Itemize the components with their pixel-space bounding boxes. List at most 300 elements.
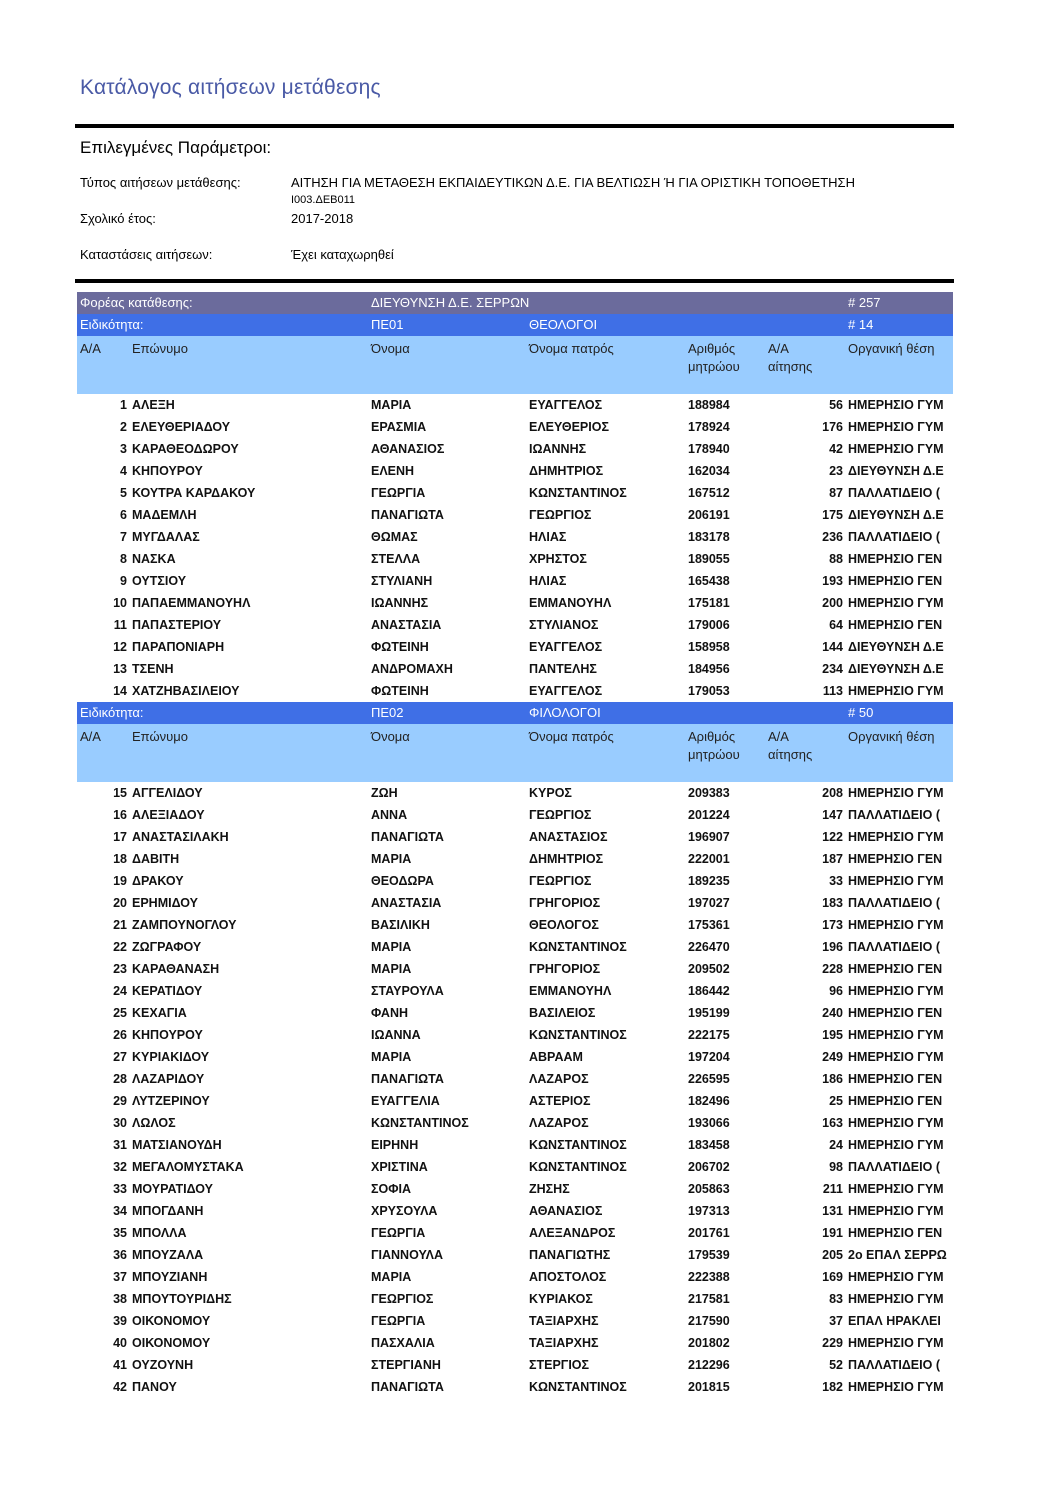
row-aa: 31	[113, 1138, 127, 1152]
row-org: ΗΜΕΡΗΣΙΟ ΓΕΝ	[848, 618, 943, 632]
specialty-bar	[77, 702, 953, 724]
row-father: ΚΥΡΟΣ	[529, 786, 572, 800]
row-father: ΤΑΞΙΑΡΧΗΣ	[529, 1336, 599, 1350]
row-ait: 211	[822, 1182, 843, 1196]
row-aa: 12	[113, 640, 127, 654]
row-name: ΠΑΣΧΑΛΙΑ	[371, 1336, 435, 1350]
row-name: ΚΩΝΣΤΑΝΤΙΝΟΣ	[371, 1116, 469, 1130]
row-am: 217590	[688, 1314, 730, 1328]
row-ait: 113	[822, 684, 843, 698]
row-aa: 11	[113, 618, 127, 632]
col-father: Όνομα πατρός	[529, 729, 614, 744]
row-name: ΕΡΑΣΜΙΑ	[371, 420, 427, 434]
row-name: ΓΕΩΡΓΙΑ	[371, 1314, 426, 1328]
row-am: 178940	[688, 442, 730, 456]
row-surname: ΠΑΠΑΣΤΕΡΙΟΥ	[132, 618, 222, 632]
row-org: ΗΜΕΡΗΣΙΟ ΓΥΜ	[848, 1182, 944, 1196]
row-aa: 6	[120, 508, 127, 522]
row-surname: ΜΠΟΥΤΟΥΡΙΔΗΣ	[132, 1292, 232, 1306]
row-org: ΗΜΕΡΗΣΙΟ ΓΥΜ	[848, 1380, 944, 1394]
row-ait: 228	[822, 962, 843, 976]
table-row	[77, 570, 953, 592]
row-org: ΗΜΕΡΗΣΙΟ ΓΥΜ	[848, 1050, 944, 1064]
row-father: ΑΝΑΣΤΑΣΙΟΣ	[529, 830, 608, 844]
row-name: ΑΝΑΣΤΑΣΙΑ	[371, 896, 442, 910]
row-name: ΣΤΕΛΛΑ	[371, 552, 421, 566]
table-row	[77, 1200, 953, 1222]
row-name: ΓΕΩΡΓΙΟΣ	[371, 1292, 434, 1306]
row-surname: ΚΥΡΙΑΚΙΔΟΥ	[132, 1050, 210, 1064]
row-am: 179539	[688, 1248, 730, 1262]
row-name: ΣΤΑΥΡΟΥΛΑ	[371, 984, 444, 998]
table-row	[77, 1112, 953, 1134]
row-father: ΚΩΝΣΤΑΝΤΙΝΟΣ	[529, 1160, 627, 1174]
row-org: ΗΜΕΡΗΣΙΟ ΓΥΜ	[848, 684, 944, 698]
row-ait: 182	[822, 1380, 843, 1394]
row-ait: 25	[829, 1094, 843, 1108]
row-name: ΖΩΗ	[371, 786, 398, 800]
row-am: 188984	[688, 398, 730, 412]
table-row	[77, 936, 953, 958]
row-aa: 40	[113, 1336, 127, 1350]
row-surname: ΚΕΡΑΤΙΔΟΥ	[132, 984, 203, 998]
row-org: ΗΜΕΡΗΣΙΟ ΓΥΜ	[848, 1270, 944, 1284]
row-name: ΘΩΜΑΣ	[371, 530, 418, 544]
row-father: ΕΥΑΓΓΕΛΟΣ	[529, 640, 603, 654]
row-name: ΦΑΝΗ	[371, 1006, 409, 1020]
row-am: 197313	[688, 1204, 730, 1218]
row-aa: 18	[113, 852, 127, 866]
year-value: 2017-2018	[291, 211, 354, 226]
row-surname: ΚΗΠΟΥΡΟΥ	[132, 1028, 203, 1042]
row-name: ΑΝΔΡΟΜΑΧΗ	[371, 662, 453, 676]
row-name: ΧΡΙΣΤΙΝΑ	[371, 1160, 428, 1174]
col-surname: Επώνυμο	[132, 341, 188, 356]
column-header	[77, 724, 953, 782]
foreas-name: ΔΙΕΥΘΥΝΣΗ Δ.Ε. ΣΕΡΡΩΝ	[371, 295, 530, 310]
row-org: ΗΜΕΡΗΣΙΟ ΓΕΝ	[848, 962, 943, 976]
row-aa: 15	[113, 786, 127, 800]
table-row	[77, 1376, 953, 1398]
type-label: Τύπος αιτήσεων μετάθεσης:	[80, 175, 241, 190]
row-aa: 4	[120, 464, 127, 478]
row-surname: ΜΑΔΕΜΛΗ	[132, 508, 197, 522]
row-surname: ΚΑΡΑΘΑΝΑΣΗ	[132, 962, 220, 976]
row-surname: ΧΑΤΖΗΒΑΣΙΛΕΙΟΥ	[132, 684, 240, 698]
row-surname: ΜΑΤΣΙΑΝΟΥΔΗ	[132, 1138, 222, 1152]
table-row	[77, 504, 953, 526]
row-surname: ΕΛΕΥΘΕΡΙΑΔΟΥ	[132, 420, 231, 434]
table-row	[77, 1024, 953, 1046]
table-row	[77, 658, 953, 680]
row-ait: 186	[822, 1072, 843, 1086]
row-aa: 27	[113, 1050, 127, 1064]
row-name: ΙΩΑΝΝΑ	[371, 1028, 421, 1042]
row-name: ΦΩΤΕΙΝΗ	[371, 684, 429, 698]
row-org: ΗΜΕΡΗΣΙΟ ΓΥΜ	[848, 398, 944, 412]
row-father: ΕΥΑΓΓΕΛΟΣ	[529, 398, 603, 412]
row-aa: 3	[120, 442, 127, 456]
row-father: ΕΜΜΑΝΟΥΗΛ	[529, 984, 612, 998]
row-ait: 98	[829, 1160, 843, 1174]
row-am: 222388	[688, 1270, 730, 1284]
row-ait: 122	[822, 830, 843, 844]
row-am: 222001	[688, 852, 730, 866]
row-father: ΣΤΕΡΓΙΟΣ	[529, 1358, 590, 1372]
row-surname: ΚΑΡΑΘΕΟΔΩΡΟΥ	[132, 442, 239, 456]
row-aa: 20	[113, 896, 127, 910]
row-name: ΣΤΥΛΙΑΝΗ	[371, 574, 433, 588]
row-am: 209383	[688, 786, 730, 800]
row-am: 193066	[688, 1116, 730, 1130]
row-surname: ΜΟΥΡΑΤΙΔΟΥ	[132, 1182, 213, 1196]
row-ait: 169	[822, 1270, 843, 1284]
row-surname: ΔΡΑΚΟΥ	[132, 874, 184, 888]
table-row	[77, 416, 953, 438]
row-surname: ΛΩΛΟΣ	[132, 1116, 176, 1130]
table-row	[77, 1090, 953, 1112]
row-org: ΠΑΛΛΑΤΙΔΕΙΟ (	[848, 1160, 940, 1174]
row-aa: 41	[113, 1358, 127, 1372]
row-surname: ΟΙΚΟΝΟΜΟΥ	[132, 1314, 211, 1328]
table-row	[77, 1266, 953, 1288]
row-father: ΑΛΕΞΑΝΔΡΟΣ	[529, 1226, 616, 1240]
row-father: ΕΛΕΥΘΕΡΙΟΣ	[529, 420, 609, 434]
year-label: Σχολικό έτος:	[80, 211, 156, 226]
row-ait: 33	[829, 874, 843, 888]
row-surname: ΑΝΑΣΤΑΣΙΛΑΚΗ	[132, 830, 229, 844]
table-row	[77, 1310, 953, 1332]
col-name: Όνομα	[371, 729, 410, 744]
row-father: ΕΜΜΑΝΟΥΗΛ	[529, 596, 612, 610]
row-ait: 88	[829, 552, 843, 566]
row-org: ΗΜΕΡΗΣΙΟ ΓΥΜ	[848, 420, 944, 434]
row-am: 175181	[688, 596, 730, 610]
table-row	[77, 958, 953, 980]
status-value: Έχει καταχωρηθεί	[291, 247, 394, 262]
row-name: ΕΥΑΓΓΕΛΙΑ	[371, 1094, 440, 1108]
row-surname: ΔΑΒΙΤΗ	[132, 852, 180, 866]
table-row	[77, 482, 953, 504]
row-name: ΙΩΑΝΝΗΣ	[371, 596, 429, 610]
specialty-label: Ειδικότητα:	[80, 317, 144, 332]
row-surname: ΝΑΣΚΑ	[132, 552, 176, 566]
row-father: ΠΑΝΑΓΙΩΤΗΣ	[529, 1248, 611, 1262]
row-ait: 187	[822, 852, 843, 866]
row-aa: 10	[113, 596, 127, 610]
row-father: ΠΑΝΤΕΛΗΣ	[529, 662, 597, 676]
row-am: 167512	[688, 486, 730, 500]
row-father: ΓΕΩΡΓΙΟΣ	[529, 508, 592, 522]
specialty-desc: ΦΙΛΟΛΟΓΟΙ	[529, 705, 601, 720]
row-org: ΠΑΛΛΑΤΙΔΕΙΟ (	[848, 1358, 940, 1372]
row-name: ΠΑΝΑΓΙΩΤΑ	[371, 508, 444, 522]
row-am: 178924	[688, 420, 730, 434]
row-org: ΗΜΕΡΗΣΙΟ ΓΕΝ	[848, 1006, 943, 1020]
row-ait: 236	[822, 530, 843, 544]
row-surname: ΟΥΖΟΥΝΗ	[132, 1358, 194, 1372]
table-row	[77, 892, 953, 914]
specialty-count: # 50	[848, 705, 874, 720]
row-surname: ΠΑΠΑΕΜΜΑΝΟΥΗΛ	[132, 596, 251, 610]
row-ait: 96	[829, 984, 843, 998]
row-aa: 1	[120, 398, 127, 412]
table-row	[77, 782, 953, 804]
status-label: Καταστάσεις αιτήσεων:	[80, 247, 213, 262]
foreas-label: Φορέας κατάθεσης:	[80, 295, 193, 310]
row-org: ΗΜΕΡΗΣΙΟ ΓΥΜ	[848, 786, 944, 800]
row-ait: 131	[822, 1204, 843, 1218]
table-row	[77, 636, 953, 658]
row-ait: 183	[822, 896, 843, 910]
row-aa: 21	[113, 918, 127, 932]
row-ait: 52	[829, 1358, 843, 1372]
table-row	[77, 804, 953, 826]
row-name: ΜΑΡΙΑ	[371, 852, 412, 866]
row-org: ΔΙΕΥΘΥΝΣΗ Δ.Ε	[848, 662, 944, 676]
row-org: ΗΜΕΡΗΣΙΟ ΓΕΝ	[848, 1072, 943, 1086]
row-father: ΙΩΑΝΝΗΣ	[529, 442, 587, 456]
row-org: ΗΜΕΡΗΣΙΟ ΓΥΜ	[848, 918, 944, 932]
row-am: 183458	[688, 1138, 730, 1152]
row-am: 226595	[688, 1072, 730, 1086]
row-aa: 13	[113, 662, 127, 676]
row-name: ΒΑΣΙΛΙΚΗ	[371, 918, 430, 932]
row-org: ΗΜΕΡΗΣΙΟ ΓΥΜ	[848, 1028, 944, 1042]
table-row	[77, 1288, 953, 1310]
row-surname: ΟΙΚΟΝΟΜΟΥ	[132, 1336, 211, 1350]
row-ait: 144	[822, 640, 843, 654]
row-aa: 5	[120, 486, 127, 500]
row-father: ΓΡΗΓΟΡΙΟΣ	[529, 962, 601, 976]
row-father: ΚΩΝΣΤΑΝΤΙΝΟΣ	[529, 1138, 627, 1152]
row-name: ΕΙΡΗΝΗ	[371, 1138, 419, 1152]
specialty-count: # 14	[848, 317, 874, 332]
specialty-desc: ΘΕΟΛΟΓΟΙ	[529, 317, 598, 332]
row-org: ΔΙΕΥΘΥΝΣΗ Δ.Ε	[848, 508, 944, 522]
row-am: 201224	[688, 808, 730, 822]
specialty-code: ΠΕ02	[371, 705, 404, 720]
row-name: ΦΩΤΕΙΝΗ	[371, 640, 429, 654]
col-ait: Α/Α αίτησης	[768, 729, 813, 762]
row-ait: 173	[822, 918, 843, 932]
row-org: ΗΜΕΡΗΣΙΟ ΓΥΜ	[848, 984, 944, 998]
table-row	[77, 680, 953, 702]
row-father: ΑΣΤΕΡΙΟΣ	[529, 1094, 591, 1108]
row-am: 212296	[688, 1358, 730, 1372]
row-ait: 208	[822, 786, 843, 800]
row-name: ΣΟΦΙΑ	[371, 1182, 411, 1196]
row-ait: 23	[829, 464, 843, 478]
row-surname: ΜΠΟΛΛΑ	[132, 1226, 187, 1240]
row-ait: 193	[822, 574, 843, 588]
row-name: ΜΑΡΙΑ	[371, 1270, 412, 1284]
row-name: ΧΡΥΣΟΥΛΑ	[371, 1204, 438, 1218]
row-father: ΗΛΙΑΣ	[529, 530, 567, 544]
row-father: ΕΥΑΓΓΕΛΟΣ	[529, 684, 603, 698]
row-name: ΠΑΝΑΓΙΩΤΑ	[371, 1072, 444, 1086]
row-father: ΤΑΞΙΑΡΧΗΣ	[529, 1314, 599, 1328]
row-ait: 37	[829, 1314, 843, 1328]
row-ait: 24	[829, 1138, 843, 1152]
row-org: ΗΜΕΡΗΣΙΟ ΓΥΜ	[848, 830, 944, 844]
row-org: ΕΠΑΛ ΗΡΑΚΛΕΙ	[848, 1314, 941, 1328]
row-am: 189055	[688, 552, 730, 566]
row-am: 186442	[688, 984, 730, 998]
row-surname: ΜΠΟΥΖΑΛΑ	[132, 1248, 204, 1262]
row-am: 201761	[688, 1226, 730, 1240]
table-row	[77, 870, 953, 892]
row-org: ΠΑΛΛΑΤΙΔΕΙΟ (	[848, 808, 940, 822]
row-ait: 176	[822, 420, 843, 434]
row-aa: 38	[113, 1292, 127, 1306]
row-surname: ΜΠΟΥΖΙΑΝΗ	[132, 1270, 208, 1284]
col-am: Αριθμός μητρώου	[688, 729, 740, 762]
table-row	[77, 914, 953, 936]
col-name: Όνομα	[371, 341, 410, 356]
row-org: ΗΜΕΡΗΣΙΟ ΓΥΜ	[848, 1336, 944, 1350]
row-aa: 9	[120, 574, 127, 588]
row-surname: ΜΕΓΑΛΟΜΥΣΤΑΚΑ	[132, 1160, 244, 1174]
row-aa: 42	[113, 1380, 127, 1394]
col-org: Οργανική θέση	[848, 341, 935, 356]
specialty-bar	[77, 314, 953, 336]
row-name: ΠΑΝΑΓΙΩΤΑ	[371, 830, 444, 844]
row-father: ΚΩΝΣΤΑΝΤΙΝΟΣ	[529, 1380, 627, 1394]
row-am: 184956	[688, 662, 730, 676]
row-ait: 147	[822, 808, 843, 822]
header-rule	[75, 124, 954, 128]
row-father: ΑΒΡΑΑΜ	[529, 1050, 583, 1064]
table-row	[77, 592, 953, 614]
row-father: ΘΕΟΛΟΓΟΣ	[529, 918, 599, 932]
row-am: 179006	[688, 618, 730, 632]
row-surname: ΜΥΓΔΑΛΑΣ	[132, 530, 200, 544]
col-ait: Α/Α αίτησης	[768, 341, 813, 374]
row-ait: 191	[822, 1226, 843, 1240]
row-father: ΚΩΝΣΤΑΝΤΙΝΟΣ	[529, 486, 627, 500]
specialty-label: Ειδικότητα:	[80, 705, 144, 720]
row-ait: 42	[829, 442, 843, 456]
row-ait: 83	[829, 1292, 843, 1306]
row-name: ΜΑΡΙΑ	[371, 962, 412, 976]
row-father: ΖΗΣΗΣ	[529, 1182, 570, 1196]
row-surname: ΠΑΡΑΠΟΝΙΑΡΗ	[132, 640, 225, 654]
row-am: 165438	[688, 574, 730, 588]
row-name: ΕΛΕΝΗ	[371, 464, 415, 478]
section-table	[77, 394, 953, 702]
row-aa: 19	[113, 874, 127, 888]
row-am: 217581	[688, 1292, 730, 1306]
section-table	[77, 782, 953, 1398]
table-row	[77, 1068, 953, 1090]
row-org: ΠΑΛΛΑΤΙΔΕΙΟ (	[848, 896, 940, 910]
row-am: 195199	[688, 1006, 730, 1020]
params-rule	[75, 279, 954, 283]
table-row	[77, 394, 953, 416]
col-aa: Α/Α	[80, 341, 101, 356]
table-row	[77, 1156, 953, 1178]
specialty-code: ΠΕ01	[371, 317, 404, 332]
row-father: ΧΡΗΣΤΟΣ	[529, 552, 587, 566]
table-row	[77, 1002, 953, 1024]
row-ait: 64	[829, 618, 843, 632]
row-father: ΓΕΩΡΓΙΟΣ	[529, 874, 592, 888]
table-row	[77, 1134, 953, 1156]
row-aa: 33	[113, 1182, 127, 1196]
row-ait: 229	[822, 1336, 843, 1350]
row-father: ΚΥΡΙΑΚΟΣ	[529, 1292, 593, 1306]
row-am: 189235	[688, 874, 730, 888]
row-surname: ΚΟΥΤΡΑ ΚΑΡΔΑΚΟΥ	[132, 486, 256, 500]
row-ait: 87	[829, 486, 843, 500]
table-row	[77, 614, 953, 636]
row-surname: ΑΛΕΞΙΑΔΟΥ	[132, 808, 205, 822]
row-org: ΗΜΕΡΗΣΙΟ ΓΕΝ	[848, 1094, 943, 1108]
row-aa: 34	[113, 1204, 127, 1218]
table-row	[77, 1354, 953, 1376]
row-name: ΜΑΡΙΑ	[371, 1050, 412, 1064]
row-aa: 36	[113, 1248, 127, 1262]
row-aa: 25	[113, 1006, 127, 1020]
row-org: 2ο ΕΠΑΛ ΣΕΡΡΩ	[848, 1248, 947, 1262]
row-name: ΓΕΩΡΓΙΑ	[371, 1226, 426, 1240]
row-org: ΗΜΕΡΗΣΙΟ ΓΕΝ	[848, 1226, 943, 1240]
row-org: ΗΜΕΡΗΣΙΟ ΓΥΜ	[848, 1116, 944, 1130]
row-father: ΒΑΣΙΛΕΙΟΣ	[529, 1006, 596, 1020]
row-surname: ΟΥΤΣΙΟΥ	[132, 574, 187, 588]
row-ait: 200	[822, 596, 843, 610]
row-father: ΣΤΥΛΙΑΝΟΣ	[529, 618, 599, 632]
row-name: ΜΑΡΙΑ	[371, 940, 412, 954]
row-ait: 175	[822, 508, 843, 522]
row-aa: 35	[113, 1226, 127, 1240]
table-row	[77, 980, 953, 1002]
row-name: ΑΝΝΑ	[371, 808, 408, 822]
row-surname: ΚΕΧΑΓΙΑ	[132, 1006, 187, 1020]
table-row	[77, 1222, 953, 1244]
col-surname: Επώνυμο	[132, 729, 188, 744]
table-row	[77, 1244, 953, 1266]
table-row	[77, 548, 953, 570]
table-row	[77, 826, 953, 848]
row-org: ΗΜΕΡΗΣΙΟ ΓΕΝ	[848, 852, 943, 866]
row-aa: 16	[113, 808, 127, 822]
row-org: ΗΜΕΡΗΣΙΟ ΓΥΜ	[848, 442, 944, 456]
row-aa: 17	[113, 830, 127, 844]
row-am: 201815	[688, 1380, 730, 1394]
row-father: ΓΕΩΡΓΙΟΣ	[529, 808, 592, 822]
row-am: 197204	[688, 1050, 730, 1064]
row-am: 183178	[688, 530, 730, 544]
column-header	[77, 336, 953, 394]
row-am: 206191	[688, 508, 730, 522]
row-name: ΑΝΑΣΤΑΣΙΑ	[371, 618, 442, 632]
row-surname: ΖΩΓΡΑΦΟΥ	[132, 940, 202, 954]
row-org: ΠΑΛΛΑΤΙΔΕΙΟ (	[848, 530, 940, 544]
row-ait: 205	[822, 1248, 843, 1262]
row-ait: 196	[822, 940, 843, 954]
row-aa: 14	[113, 684, 127, 698]
row-am: 175361	[688, 918, 730, 932]
row-father: ΑΘΑΝΑΣΙΟΣ	[529, 1204, 603, 1218]
row-org: ΗΜΕΡΗΣΙΟ ΓΕΝ	[848, 552, 943, 566]
row-ait: 56	[829, 398, 843, 412]
row-am: 206702	[688, 1160, 730, 1174]
row-surname: ΛΥΤΖΕΡΙΝΟΥ	[132, 1094, 210, 1108]
row-name: ΠΑΝΑΓΙΩΤΑ	[371, 1380, 444, 1394]
row-name: ΑΘΑΝΑΣΙΟΣ	[371, 442, 445, 456]
